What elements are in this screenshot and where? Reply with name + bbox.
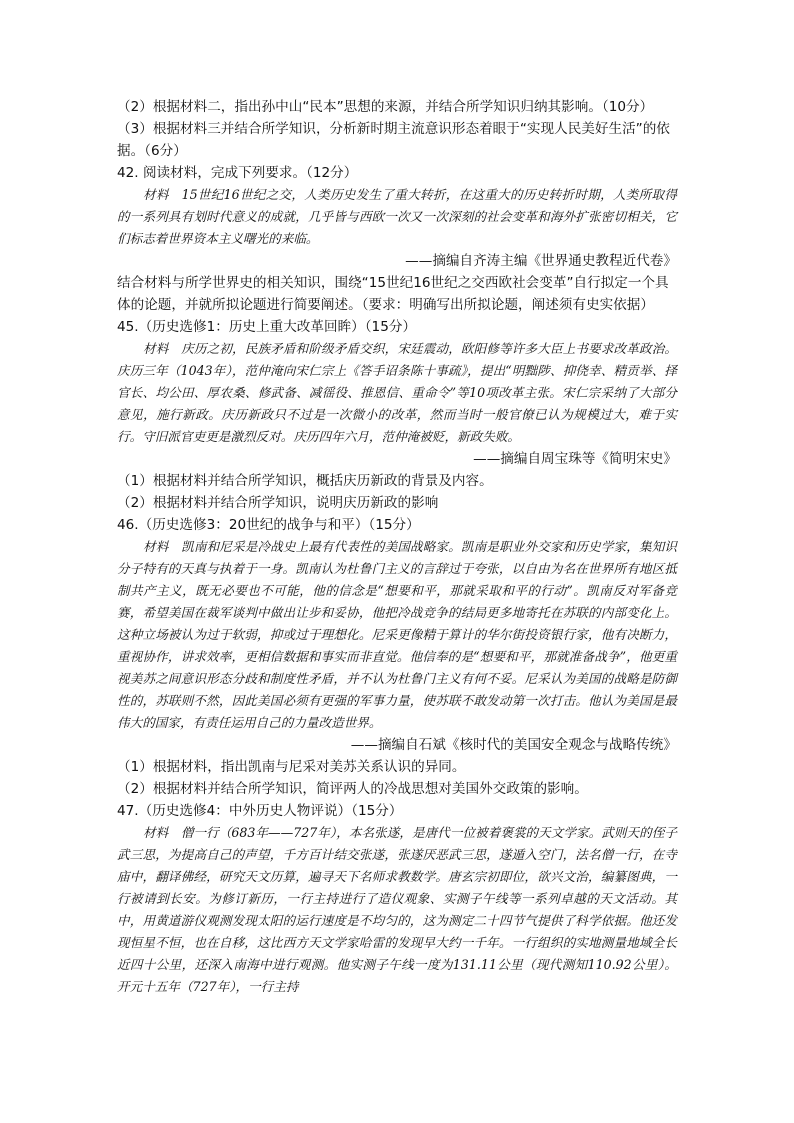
q45-title: 45.（历史选修1：历史上重大改革回眸）（15分） xyxy=(117,319,417,335)
q45-question-1: （1）根据材料并结合所学知识，概括庆历新政的背景及内容。 xyxy=(117,473,493,489)
q42-instruction: 结合材料与所学世界史的相关知识，围绕“15世纪16世纪之交西欧社会变革”自行拟定一个具体的论题，并就所拟论题进行简要阐述。（要求：明确写出所拟论题，阐述须有史实依据） xyxy=(117,275,669,313)
q42-title: 42. 阅读材料，完成下列要求。（12分） xyxy=(117,165,358,181)
q45-source: ——摘编自周宝珠等《简明宋史》 xyxy=(473,451,677,467)
q46-source: ——摘编自石斌《核时代的美国安全观念与战略传统》 xyxy=(350,737,677,753)
q46-question-2: （2）根据材料并结合所学知识，简评两人的冷战思想对美国外交政策的影响。 xyxy=(117,781,588,797)
question-2: （2）根据材料二，指出孙中山“民本”思想的来源，并结合所学知识归纳其影响。（10分） xyxy=(117,99,654,115)
q47-material: 材料 僧一行（683年——727年），本名张遂，是唐代一位被着褒裳的天文学家。武则天的侄子武三思，为提高自己的声望，千方百计结交张遂，张遂厌恶武三思，遂遁入空门，法名僧一行，在寺庙中，翻译佛经，研究天文历算，遍寻天下名师求教数学。唐玄宗初即位，欲兴文治，编纂图典，一行被请到长安。为修订新历，一行主持进行了造仪观象、实测子午线等一系列卓越的天文活动。其中，用黄道游仪观测发现太阳的运行速度是不均匀的，这为测定二十四节气提供了科学依据。他还发现恒星不恒，也在自移，这比西方天文学家哈雷的发现早大约一千年。一行组织的实地测量地域全长近四十公里，还深入南海中进行观测。他实测子午线一度为131.11公里（现代测知110.92公里）。开元十五年（727年），一行主持 xyxy=(117,825,677,994)
page-content xyxy=(117,96,677,998)
q45-question-2: （2）根据材料并结合所学知识，说明庆历新政的影响 xyxy=(117,495,439,511)
q46-material: 材料 凯南和尼采是冷战史上最有代表性的美国战略家。凯南是职业外交家和历史学家，集知识分子特有的天真与执着于一身。凯南认为杜鲁门主义的言辞过于夸张，以自由为名在世界所有地区抵制共产主义，既无必要也不可能，他的信念是“想要和平，那就采取和平的行动”。凯南反对军备竞赛，希望美国在裁军谈判中做出让步和妥协，他把冷战竞争的结局更多地寄托在苏联的内部变化上。这种立场被认为过于软弱，抑或过于理想化。尼采更像精于算计的华尔街投资银行家，他有决断力，重视协作，讲求效率，更相信数据和事实而非直觉。他信奉的是“想要和平，那就准备战争”，他更重视美苏之间意识形态分歧和制度性矛盾，并不认为杜鲁门主义有何不妥。尼采认为美国的战略是防御性的，苏联则不然，因此美国必须有更强的军事力量，使苏联不敢发动第一次打击。他认为美国是最伟大的国家，有责任运用自己的力量改造世界。 xyxy=(117,539,677,730)
q46-title: 46.（历史选修3：20世纪的战争与和平）（15分） xyxy=(117,517,420,533)
q42-material: 材料 15世纪16世纪之交，人类历史发生了重大转折，在这重大的历史转折时期，人类所取得的一系列具有划时代意义的成就，几乎皆与西欧一次又一次深刻的社会变革和海外扩张密切相关，它们标志着世界资本主义曙光的来临。 xyxy=(117,187,677,246)
q47-title: 47.（历史选修4：中外历史人物评说）（15分） xyxy=(117,803,403,819)
q42-source: ——摘编自齐涛主编《世界通史教程近代卷》 xyxy=(405,253,677,269)
question-3: （3）根据材料三并结合所学知识，分析新时期主流意识形态着眼于“实现人民美好生活”的依据。（6分） xyxy=(117,121,670,159)
q46-question-1: （1）根据材料，指出凯南与尼采对美苏关系认识的异同。 xyxy=(117,759,466,775)
q45-material: 材料 庆历之初，民族矛盾和阶级矛盾交织，宋廷震动，欧阳修等许多大臣上书要求改革政治。庆历三年（1043年），范仲淹向宋仁宗上《答手诏条陈十事疏》，提出“明黜陟、抑侥幸、精贡举、择官长、均公田、厚农桑、修武备、减徭役、推恩信、重命令”等10项改革主张。宋仁宗采纳了大部分意见，施行新政。庆历新政只不过是一次微小的改革，然而当时一般官僚已认为规模过大，难于实行。守旧派官吏更是激烈反对。庆历四年六月，范仲淹被贬，新政失败。 xyxy=(117,341,677,444)
